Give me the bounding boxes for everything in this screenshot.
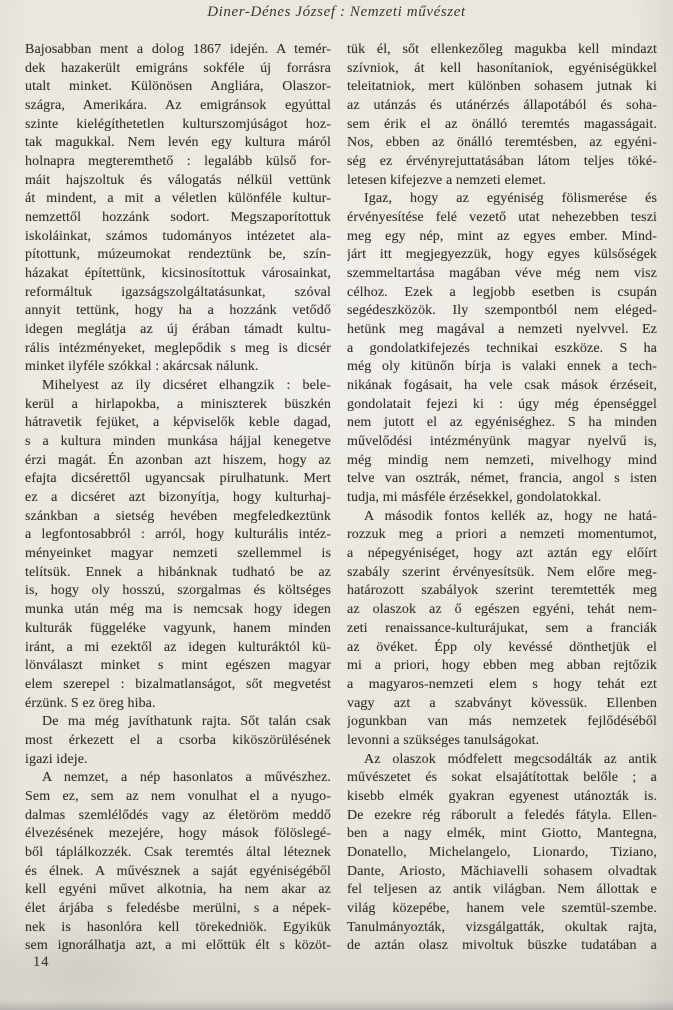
text-line: a népegyéniséget, hogy azt aztán egy előírt [347,546,657,562]
text-line: is, hogy oly hosszú, szorgalmas és költséges [25,583,331,599]
text-line: hetünk meg magával a nemzeti nyelvvel. Ez [347,322,657,338]
text-line: és élnek. A művésznek a saját egyéniségéből [25,863,331,879]
text-line: Bajosabban ment a dolog 1867 idején. A temér- [25,42,331,57]
text-line: igazi ideje. [25,751,88,767]
text-line: letesen kifejezve a nemzeti elemet. [347,172,547,188]
text-line: idegen meglátja az új érában támadt kultu- [25,322,331,338]
text-line: vagy azt a szabványt kövessük. Ellenben [347,695,657,711]
text-line: Az olaszok módfelett megcsodálták az antik [364,751,657,767]
text-line: kell egyéni művet alkotnia, ha nem akar az [25,882,331,898]
text-line: teleitatniok, mert különben sohasem jutnak ki [347,79,657,95]
left-column [25,41,331,956]
paragraph [347,751,657,956]
text-line: érvényesítése felé vezető utat nehezebben teszi [347,210,657,226]
text-line: hátravetik fejüket, a képviselők keble dagad, [25,415,331,431]
text-line: fel teljesen az antik világban. Nem állottak e [347,882,657,898]
text-line: művészetet és sokat elsajátítottak belőle ; a [347,770,657,786]
text-line: s a kultura minden munkása hájjal kenegetve [25,434,331,450]
text-line: mi a priori, hogy ebben meg abban rejtőzik [347,658,657,674]
text-line: gondolatait fejezi ki : úgy még épenséggel [347,396,657,412]
text-line: munka után még ma is nemcsak hogy idegen [25,602,331,618]
text-line: az olaszok az ő egészen egyéni, tehát nem- [347,602,657,618]
text-line: Dante, Ariosto, Măchiavelli sohasem olvadtak [347,863,657,879]
text-line: művelődési intézményünk magyar nyelvű is, [347,434,657,450]
paragraph [347,508,657,751]
text-line: ből táplálkozzék. Csak teremtés által léteznek [25,844,331,860]
paragraph [25,769,331,956]
text-line: A második fontos kellék az, hogy ne hatá- [364,508,657,524]
paragraph [347,190,657,507]
text-line: most érkezett el a csorba kiköszörülésének [25,732,331,748]
text-line: jogunkban van más nemzetek fejlődéséből [347,714,657,730]
text-line: De ma még javíthatunk rajta. Sőt talán csak [42,714,331,730]
text-line: tudja, mi másféle érzésekkel, gondolatokkal. [347,490,602,506]
text-line: Tanulmányozták, vizsgálgatták, okultak rajta, [347,919,657,935]
text-line: szívniok, át kell hasonítaniok, egyéniségükkel [347,60,657,76]
text-line: tük él, sőt ellenkezőleg magukba kell mindazt [347,42,657,57]
text-line: reformáltuk igazságszolgáltatásunkat, szóval [25,284,331,300]
text-line: kisebb elmék gyakran egyenest utánozták is. [347,788,657,804]
text-line: az övéket. Épp oly kevéssé dönthetjük el [347,639,657,655]
text-line: holnapra megteremthető : legalább külső for- [25,154,331,170]
text-line: járt itt megjegyezzük, hogy egyes külsőségek [347,247,657,263]
text-line: lönválaszt minket s mint egészen magyar [25,658,331,674]
text-line: zeti renaissance-kulturájukat, sem a franciák [347,620,657,636]
text-line: célhoz. Ezek a legjobb esetben is csupán [347,284,657,300]
text-line: Nos, ebben az önálló teremtésben, az egyéni- [347,135,657,151]
text-line: tak magukkal. Nem levén egy kultura máról [25,135,331,151]
text-line: ben a nagy elmék, mint Giotto, Mantegna, [347,826,657,842]
text-line: a legfontosabbról : arról, hogy kulturális intéz- [25,527,331,543]
text-line: telve van osztrák, német, francia, angol s isten [347,471,657,487]
text-line: határozott szabályok szerint teremtették meg [347,583,657,599]
paragraph [25,713,331,769]
text-line: nek is hasonlóra kell törekedniök. Egyikük [25,919,331,935]
text-line: ség ez érvényrejuttatásában látom teljes töké- [347,154,657,170]
text-line: a magyaros-nemzeti elem s hogy tehát ezt [347,676,657,692]
text-line: dek hazakerült emigráns sokféle új forrásra [25,60,331,76]
text-line: szemmeltartása magában véve még nem visz [347,266,657,282]
text-line: minket ilyféle szókkal : akárcsak nálunk. [25,359,259,375]
text-line: annyit tettünk, hogy ha a hozzánk vetődő [25,303,331,319]
text-line: ményeinket magyar nemzeti szellemmel is [25,546,331,562]
text-line: élet árjába s feledésbe merülni, s a népek- [25,900,331,916]
text-line: De ezekre rég ráborult a feledés fátyla. Ellen- [347,807,657,823]
text-line: nikának fogásait, ha vele csak mások érzéseit, [347,378,657,394]
text-line: rális intézményeket, meglepődik s meg is dicsér [25,340,331,356]
text-line: utalt minket. Különösen Angliára, Olaszor- [25,79,331,95]
text-line: a gondolatkifejezés technikai eszköze. S ha [347,340,657,356]
text-line: még mindig nem nemzeti, mivelhogy mind [347,452,657,468]
text-line: még oly kitünőn bírja is valaki ennek a tech- [347,359,657,375]
running-header: Diner-Dénes József : Nemzeti művészet [207,4,466,20]
text-line: A nemzet, a nép hasonlatos a művészhez. [42,770,331,786]
text-line: szánkban a sietség hevében megfeledkeztünk [25,508,331,524]
text-line: telítsük. Ennek a hibánknak tudható be az [25,564,331,580]
text-line: szinte kielégíthetetlen kulturszomjúságot hoz- [25,116,331,132]
paragraph [25,377,331,713]
text-line: érzünk. S ez öreg hiba. [25,695,156,711]
text-line: Igaz, hogy az egyéniség fölismerése és [364,191,657,207]
text-line: meg egy nép, mint az egyes ember. Mind- [347,228,657,244]
text-line: efajta dicsérettől ugyancsak pirulhatunk. Mert [25,471,331,487]
text-line: szabály szerint érvényesítsük. Nem előre meg- [347,564,657,580]
text-line: szágra, Amerikára. Az emigránsok egyúttal [25,98,331,114]
text-line: segédeszközök. Ily szempontból nem eléged- [347,303,657,319]
text-line: az utánzás és utánérzés állapotából és soha- [347,98,657,114]
text-line: élvezésének mezejére, hogy mások fölöslegé- [25,826,331,842]
text-line: sem ignorálhatja azt, a mi előttük élt s közöt- [25,938,331,954]
text-line: át mindent, a mit a véletlen különféle kultur- [25,191,331,207]
text-line: iskoláinkat, számos tudományos intézetet ala- [25,228,331,244]
text-line: elem szerepel : bizalmatlanságot, sőt megvetést [25,676,331,692]
paragraph [25,41,331,377]
text-line: máit hajszoltuk és válogatás nélkül vettünk [25,172,331,188]
text-line: ez a dicséret azt bizonyítja, hogy kulturhaj- [25,490,331,506]
text-line: nem jutott el az egyéniséghez. S ha minden [347,415,657,431]
text-line: de aztán olasz mivoltuk büszke tudatában a [347,938,657,954]
text-line: Sem ez, sem az nem vonulhat el a nyugo- [25,788,331,804]
text-line: Donatello, Michelangelo, Lionardo, Tiziano, [347,844,657,860]
text-line: pítottunk, múzeumokat rendeztünk be, szín- [25,247,331,263]
text-line: levonni a szükséges tanulságokat. [347,732,540,748]
text-line: iránt, a mi ezektől az idegen kulturáktól kü- [25,639,331,655]
text-line: érzi magát. Én azonban azt hiszem, hogy az [25,452,331,468]
text-line: házakat építettünk, kicsinosítottuk városainkat, [25,266,331,282]
text-line: kulturák függeléke vagyunk, hanem minden [25,620,331,636]
right-column [347,41,657,956]
text-columns [25,41,657,956]
text-line: nemzettől hozzánk sodort. Megszaporítottuk [25,210,331,226]
page-number: 14 [33,954,50,970]
text-line: sem érik el az önálló teremtés magasságait. [347,116,657,132]
text-line: dalmas szemlélődés vagy az életöröm meddő [25,807,331,823]
text-line: Mihelyest az ily dicséret elhangzik : bele- [42,378,331,394]
text-line: kerül a hirlapokba, a miniszterek büszkén [25,396,331,412]
paragraph [347,41,657,190]
text-line: rozzuk meg a priori a nemzeti momentumot, [347,527,657,543]
text-line: világ közepébe, hanem vele szemtül-szembe. [347,900,657,916]
